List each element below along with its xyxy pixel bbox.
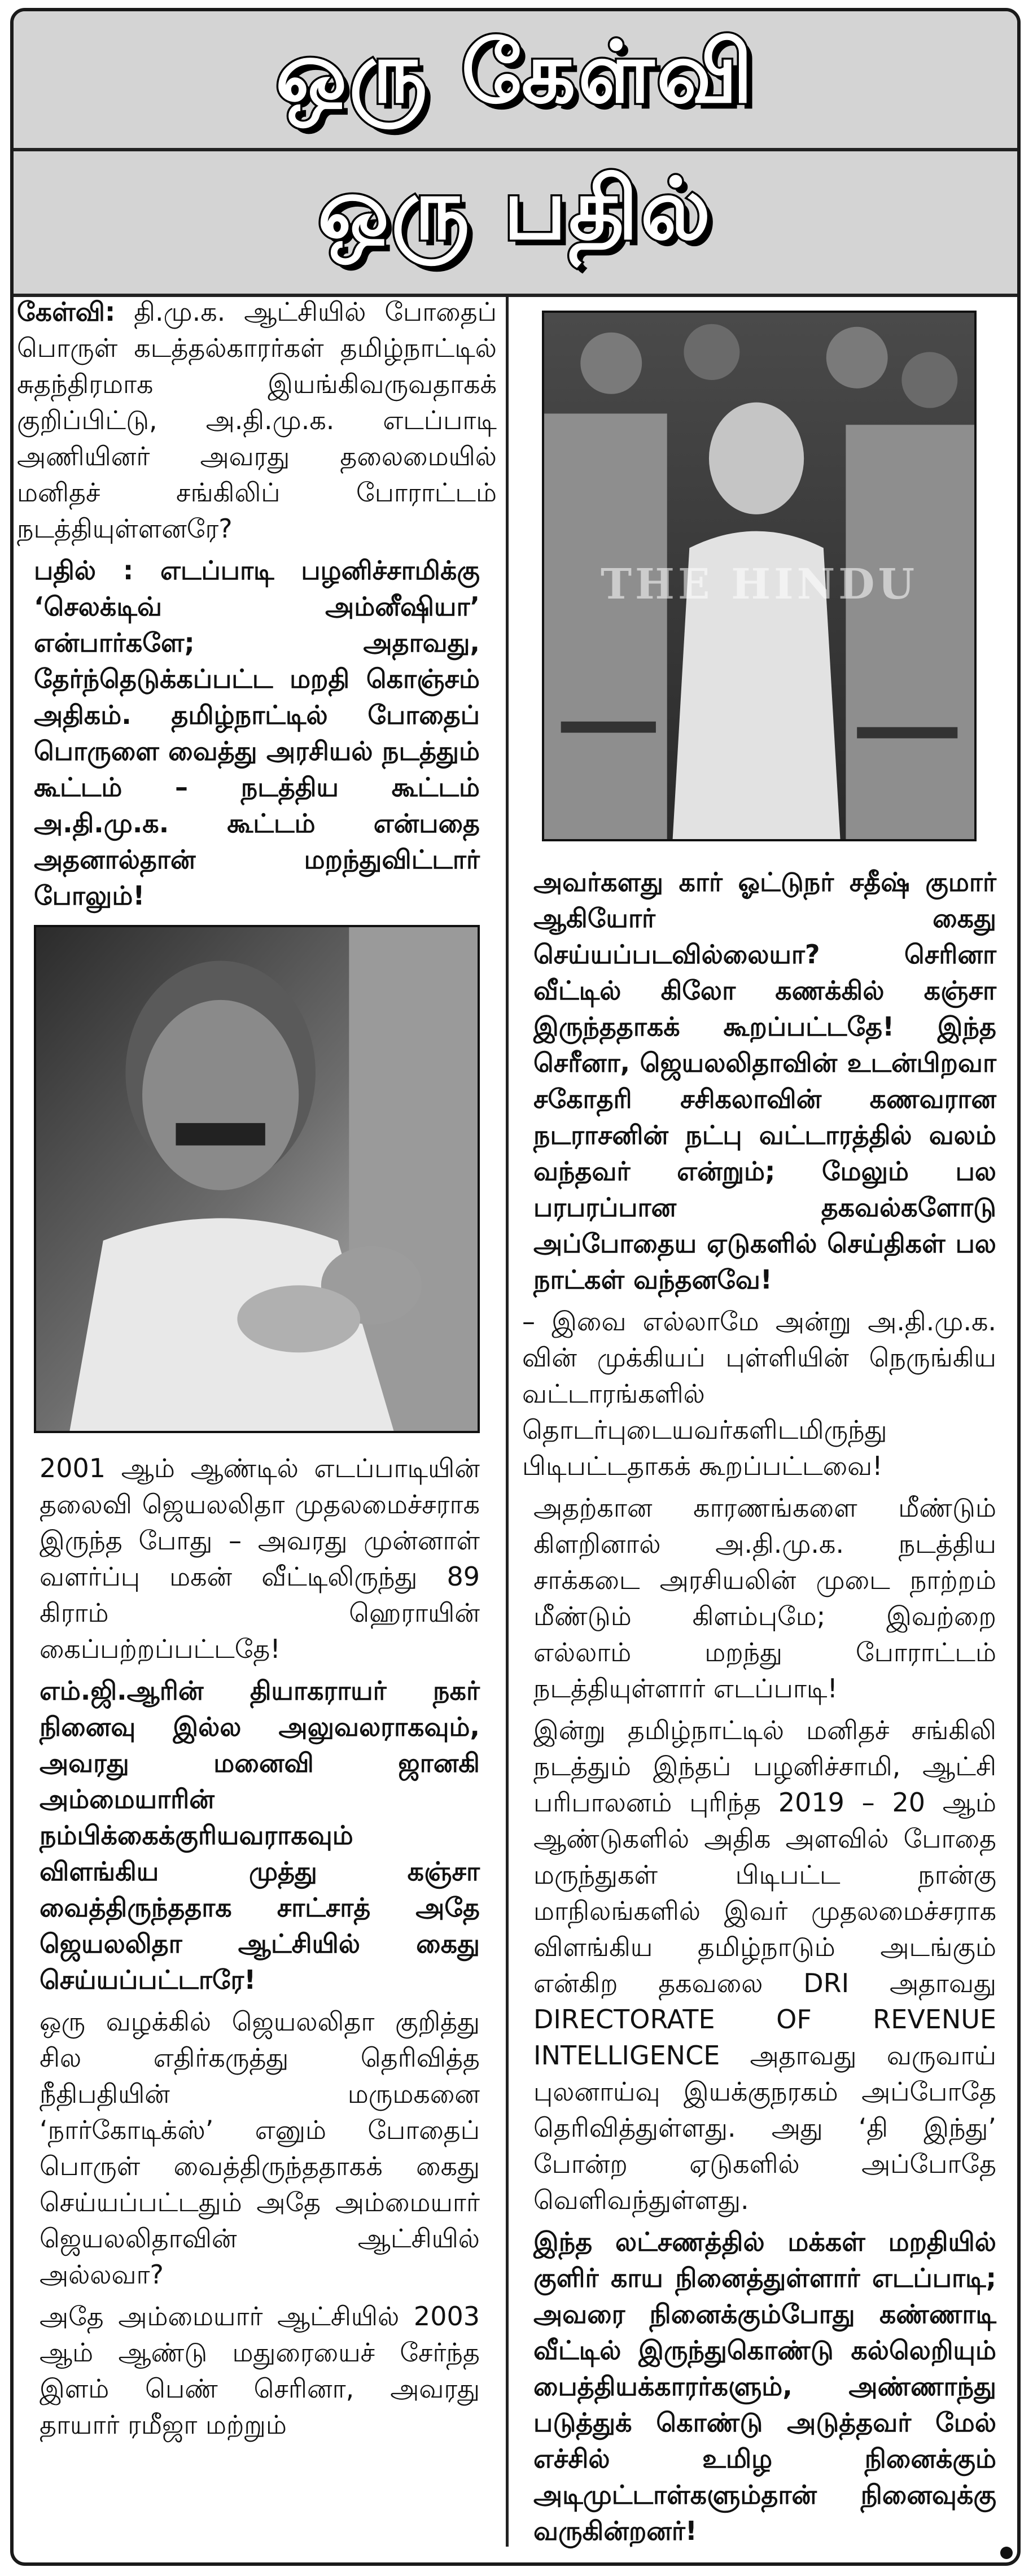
right-paragraph-5: இந்த லட்சணத்தில் மக்கள் மறதியில் குளிர் காய நினைத்துள்ளார் எடப்பாடி; அவரை நினைக்கும்போது கண்ணாடி வீட்டில் இருந்துகொண்டு கல்லெறியும் பைத்தியக்காரர்களும், அண்ணாந்து படுத்துக் கொண்டு அடுத்தவர் மேல் எச்சில் உமிழ நினைக்கும் அடிமுட்டாள்களும்தான் நினைவுக்கு வருகின்றனர்!: [533, 2226, 996, 2546]
end-mark: [1000, 2547, 1013, 2559]
question-label: கேள்வி:: [17, 296, 116, 327]
photo-watermark: THE HINDU: [600, 560, 918, 609]
right-paragraph-2: – இவை எல்லாமே அன்று அ.தி.மு.க. வின் முக்கியப் புள்ளியின் நெருங்கிய வட்டாரங்களில் தொடர்புடையவர்களிடமிருந்து பிடிபட்டதாகக் கூறப்பட்டவை!: [522, 1306, 996, 1481]
title-line-1: ஒரு கேள்வி: [275, 23, 755, 122]
politician-photo-image: [36, 927, 478, 1431]
right-paragraph-3: அதற்கான காரணங்களை மீண்டும் கிளறினால் அ.தி.மு.க. நடத்திய சாக்கடை அரசியலின் முடை நாற்றம் மீண்டும் கிளம்புமே; இவற்றை எல்லாம் மறந்து போராட்டம் நடத்தியுள்ளார் எடப்பாடி!: [533, 1492, 996, 1704]
title-banner: [14, 11, 1017, 294]
left-column: [17, 294, 497, 2448]
right-paragraph-1: அவர்களது கார் ஓட்டுநர் சதீஷ் குமார் ஆகியோர் கைது செய்யப்படவில்லையா? செரினா வீட்டில் கிலோ கணக்கில் கஞ்சா இருந்ததாகக் கூறப்பட்டதே! இந்த செரீனா, ஜெயலலிதாவின் உடன்பிறவா சகோதரி சசிகலாவின் கணவரான நடராசனின் நட்பு வட்டாரத்தில் வலம் வந்தவர் என்றும்; மேலும் பல பரபரப்பான தகவல்களோடு அப்போதைய ஏடுகளில் செய்திகள் பல நாட்கள் வந்தனவே!: [533, 867, 996, 1295]
title-line-2: ஒரு பதில்: [318, 159, 713, 259]
column-divider: [506, 294, 509, 2547]
answer-paragraph: பதில் : எடப்பாடி பழனிச்சாமிக்கு ‘செலக்டிவ் அம்னீஷியா’ என்பார்களே; அதாவது, தேர்ந்தெடுக்கப்பட்ட மறதி கொஞ்சம் அதிகம். தமிழ்நாட்டில் போதைப் பொருளை வைத்து அரசியல் நடத்தும் கூட்டம் – நடத்திய கூட்டம் அ.தி.மு.க. கூட்டம் என்பதை அதனால்தான் மறந்துவிட்டார் போலும்!: [34, 555, 480, 911]
right-paragraph-4: இன்று தமிழ்நாட்டில் மனிதச் சங்கிலி நடத்தும் இந்தப் பழனிச்சாமி, ஆட்சி பரிபாலனம் புரிந்த 2019 – 20 ஆம் ஆண்டுகளில் அதிக அளவில் போதை மருந்துகள் பிடிபட்ட நான்கு மாநிலங்களில் இவர் முதலமைச்சராக விளங்கிய தமிழ்நாடும் அடங்கும் என்கிற தகவலை DRI அதாவது DIRECTORATE OF REVENUE INTELLIGENCE அதாவது வருவாய் புலனாய்வு இயக்குநரகம் அப்போதே தெரிவித்துள்ளது. அது ‘தி இந்து’ போன்ற ஏடுகளில் அப்போதே வெளிவந்துள்ளது.: [533, 1715, 996, 2215]
question-paragraph: [17, 294, 497, 547]
banner-divider: [14, 148, 1017, 151]
left-paragraph-2: எம்.ஜி.ஆரின் தியாகராயர் நகர் நினைவு இல்ல அலுவலராகவும், அவரது மனைவி ஜானகி அம்மையாரின் நம்பிக்கைக்குரியவராகவும் விளங்கிய முத்து கஞ்சா வைத்திருந்ததாக சாட்சாத் அதே ஜெயலலிதா ஆட்சியில் கைது செய்யப்பட்டாரே!: [40, 1675, 480, 1995]
right-column: [516, 294, 1002, 2555]
question-text: தி.மு.க. ஆட்சியில் போதைப் பொருள் கடத்தல்காரர்கள் தமிழ்நாட்டில் சுதந்திரமாக இயங்கிவருவதாகக் குறிப்பிட்டு, அ.தி.மு.க. எடப்பாடி அணியினர் அவரது தலைமையில் மனிதச் சங்கிலிப் போராட்டம் நடத்தியுள்ளனரே?: [17, 296, 497, 544]
left-paragraph-1: 2001 ஆம் ஆண்டில் எடப்பாடியின் தலைவி ஜெயலலிதா முதலமைச்சராக இருந்த போது – அவரது முன்னாள் வளர்ப்பு மகன் வீட்டிலிருந்து 89 கிராம் ஹெராயின் கைப்பற்றப்பட்டதே!: [40, 1453, 480, 1664]
politician-photo: [34, 925, 480, 1433]
left-paragraph-3: ஒரு வழக்கில் ஜெயலலிதா குறித்து சில எதிர்கருத்து தெரிவித்த நீதிபதியின் மருமகனை ‘நார்கோடிக்ஸ்’ எனும் போதைப் பொருள் வைத்திருந்ததாகக் கைது செய்யப்பட்டதும் அதே அம்மையார் ஜெயலலிதாவின் ஆட்சியில் அல்லவா?: [40, 2006, 480, 2290]
left-paragraph-4: அதே அம்மையார் ஆட்சியில் 2003 ஆம் ஆண்டு மதுரையைச் சேர்ந்த இளம் பெண் செரினா, அவரது தாயார் ரமீஜா மற்றும்: [40, 2301, 480, 2440]
arrest-photo: [542, 311, 977, 841]
